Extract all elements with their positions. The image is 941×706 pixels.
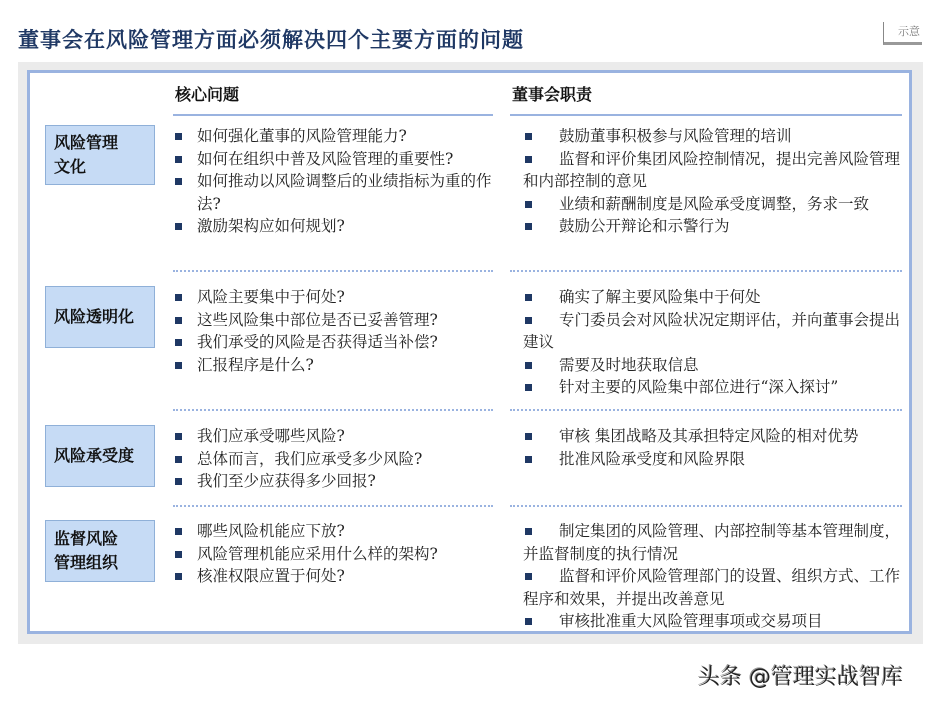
- list-item: 监督和评价风险管理部门的设置、组织方式、工作程序和效果，并提出改善意见: [523, 565, 901, 610]
- list-item: 这些风险集中部位是否已妥善管理?: [173, 309, 498, 332]
- list-item: 核准权限应置于何处?: [173, 565, 498, 588]
- row-divider: [510, 505, 902, 507]
- list-item: 汇报程序是什么?: [173, 354, 498, 377]
- list-item: 业绩和薪酬制度是风险承受度调整，务求一致: [523, 193, 901, 216]
- list-item: 批准风险承受度和风险界限: [523, 448, 901, 471]
- list-item: 如何推动以风险调整后的业绩指标为重的作法?: [173, 170, 498, 215]
- row-label-risk-appetite: [45, 425, 155, 487]
- list-item: 风险主要集中于何处?: [173, 286, 498, 309]
- list-item: 激励架构应如何规划?: [173, 215, 498, 238]
- list-item: 制定集团的风险管理、内部控制等基本管理制度，并监督制度的执行情况: [523, 520, 901, 565]
- issues-list-risk-org-oversight: [173, 520, 498, 588]
- list-item: 鼓励董事积极参与风险管理的培训: [523, 125, 901, 148]
- duties-list-risk-org-oversight: [523, 520, 901, 633]
- row-divider: [173, 270, 493, 272]
- list-item: 如何在组织中普及风险管理的重要性?: [173, 148, 498, 171]
- row-divider: [510, 270, 902, 272]
- column-header-core-issues: 核心问题: [175, 85, 240, 104]
- duties-list-risk-transparency: [523, 286, 901, 399]
- issues-list-risk-transparency: [173, 286, 498, 376]
- illustrative-stamp: 示意: [883, 22, 922, 45]
- list-item: 审核批准重大风险管理事项或交易项目: [523, 610, 901, 633]
- watermark: 头条 @管理实战智库: [698, 665, 903, 690]
- row-label-line: 风险承受度: [54, 446, 135, 465]
- list-item: 总体而言，我们应承受多少风险?: [173, 448, 498, 471]
- page-title: 董事会在风险管理方面必须解决四个主要方面的问题: [18, 27, 524, 52]
- list-item: 如何强化董事的风险管理能力?: [173, 125, 498, 148]
- list-item: 确实了解主要风险集中于何处: [523, 286, 901, 309]
- row-divider: [173, 409, 493, 411]
- row-label-line: 管理组织: [54, 553, 119, 572]
- list-item: 针对主要的风险集中部位进行“深入探讨”: [523, 376, 901, 399]
- row-label-line: 文化: [54, 157, 87, 176]
- row-label-line: 风险管理: [54, 133, 119, 152]
- list-item: 专门委员会对风险状况定期评估，并向董事会提出建议: [523, 309, 901, 354]
- list-item: 哪些风险机能应下放?: [173, 520, 498, 543]
- column-header-board-duties: 董事会职责: [512, 85, 593, 104]
- issues-list-risk-culture: [173, 125, 498, 238]
- list-item: 我们应承受哪些风险?: [173, 425, 498, 448]
- list-item: 审核 集团战略及其承担特定风险的相对优势: [523, 425, 901, 448]
- list-item: 需要及时地获取信息: [523, 354, 901, 377]
- list-item: 监督和评价集团风险控制情况，提出完善风险管理和内部控制的意见: [523, 148, 901, 193]
- list-item: 我们承受的风险是否获得适当补偿?: [173, 331, 498, 354]
- list-item: 鼓励公开辩论和示警行为: [523, 215, 901, 238]
- header-divider-right: [510, 114, 902, 116]
- row-label-risk-culture: [45, 125, 155, 185]
- header-divider-left: [173, 114, 493, 116]
- row-label-risk-transparency: [45, 286, 155, 348]
- duties-list-risk-culture: [523, 125, 901, 238]
- row-label-risk-org-oversight: [45, 520, 155, 582]
- list-item: 我们至少应获得多少回报?: [173, 470, 498, 493]
- row-label-line: 风险透明化: [54, 307, 135, 326]
- row-divider: [173, 505, 493, 507]
- row-divider: [510, 409, 902, 411]
- duties-list-risk-appetite: [523, 425, 901, 470]
- issues-list-risk-appetite: [173, 425, 498, 493]
- list-item: 风险管理机能应采用什么样的架构?: [173, 543, 498, 566]
- row-label-line: 监督风险: [54, 529, 119, 548]
